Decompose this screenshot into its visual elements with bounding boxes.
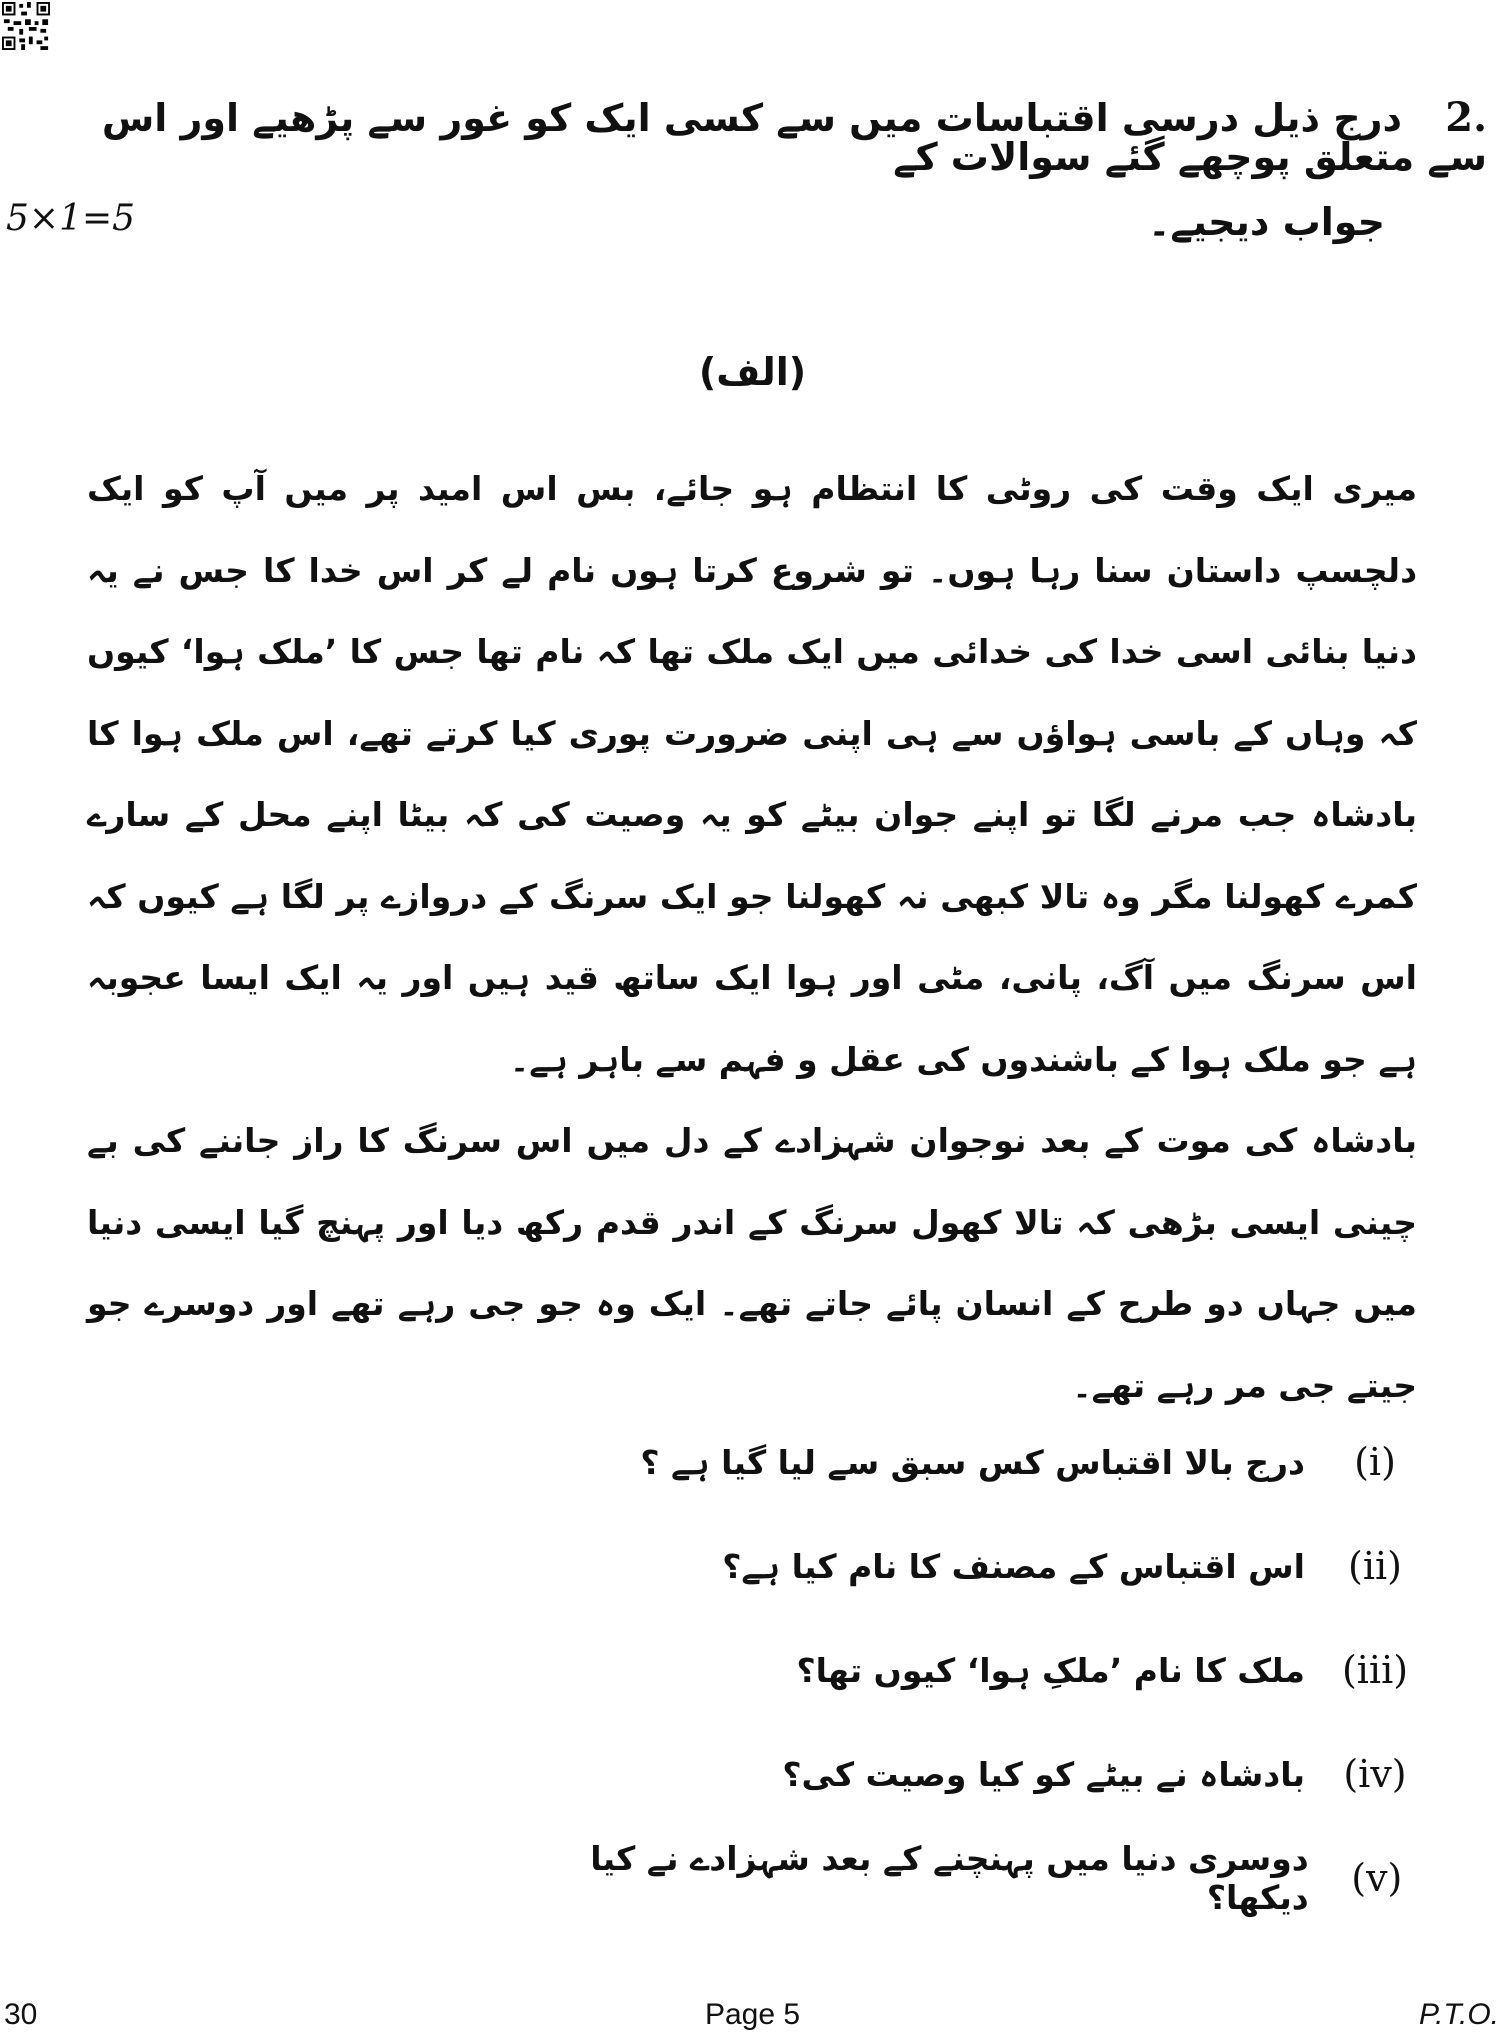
marks: 5×1=5 [6, 198, 136, 239]
sub-question [515, 1826, 1415, 1930]
pto-label: P.T.O. [1418, 1998, 1499, 2031]
passage-paragraph: میری ایک وقت کی روٹی کا انتظام ہو جائے، بس اس امید پر میں آپ کو ایک دلچسپ داستان سنا رہا ہوں۔ تو شروع کرتا ہوں نام لے کر اس خدا کا جس نے یہ دنیا بنائی اسی خدا کی خدائی میں ایک ملک تھا کہ نام تھا جس کا ’ملک ہوا‘ کیوں کہ وہاں کے باسی ہواؤں سے ہی اپنی ضرورت پوری کیا کرتے تھے، اس ملک ہوا کا بادشاہ جب مرنے لگا تو اپنے جوان بیٹے کو یہ وصیت کی کہ بیٹا اپنے محل کے سارے کمرے کھولنا مگر وہ تالا کبھی نہ کھولنا جو ایک سرنگ کے دروازے پر لگا ہے کیوں کہ اس سرنگ میں آگ، پانی، مٹی اور ہوا ایک ساتھ قید ہیں اور یہ ایک ایسا عجوبہ ہے جو ملک ہوا کے باشندوں کی عقل و فہم سے باہر ہے۔ [87, 469, 1417, 1079]
sub-question [515, 1514, 1415, 1618]
sub-question-text: اس اقتباس کے مصنف کا نام کیا ہے؟ [722, 1546, 1305, 1586]
sub-question [515, 1722, 1415, 1826]
page-number: Page 5 [704, 1998, 801, 2031]
sub-question-text: ملک کا نام ’ملکِ ہوا‘ کیوں تھا؟ [796, 1650, 1305, 1690]
passage-paragraph: بادشاہ کی موت کے بعد نوجوان شہزادے کے دل میں اس سرنگ کا راز جاننے کی بے چینی ایسی بڑھی کہ تالا کھول سرنگ کے اندر قدم رکھ دیا اور پہنچ گیا ایسی دنیا میں جہاں دو طرح کے انسان پائے جاتے تھے۔ ایک وہ جو جی رہے تھے اور دوسرے جو جیتے جی مر رہے تھے۔ [87, 1121, 1417, 1405]
instruction-line-2: جواب دیجیے۔ [1148, 200, 1385, 244]
sub-questions [515, 1410, 1415, 1930]
sub-question-number: (iv) [1343, 1752, 1407, 1796]
question-number: 2. [1445, 94, 1487, 141]
sub-question [515, 1618, 1415, 1722]
sub-question-text: دوسری دنیا میں پہنچنے کے بعد شہزادے نے کیا دیکھا؟ [590, 1839, 1309, 1917]
passage [87, 448, 1417, 1426]
page-footer [0, 1998, 1505, 2034]
sub-question-number: (v) [1351, 1856, 1403, 1900]
qr-code-icon [2, 2, 50, 50]
sub-question-text: بادشاہ نے بیٹے کو کیا وصیت کی؟ [782, 1754, 1305, 1794]
paper-code: 30 [4, 1998, 38, 2031]
instruction-line-1: درج ذیل درسی اقتباسات میں سے کسی ایک کو غور سے پڑھیے اور اس سے متعلق پوچھے گئے سوالات کے [101, 96, 1487, 179]
sub-question [515, 1410, 1415, 1514]
sub-question-number: (ii) [1348, 1544, 1402, 1588]
section-label: (الف) [698, 350, 807, 394]
sub-question-text: درج بالا اقتباس کس سبق سے لیا گیا ہے ؟ [640, 1442, 1305, 1482]
sub-question-number: (iii) [1341, 1648, 1409, 1692]
question-instruction [87, 94, 1487, 179]
sub-question-number: (i) [1354, 1440, 1396, 1484]
